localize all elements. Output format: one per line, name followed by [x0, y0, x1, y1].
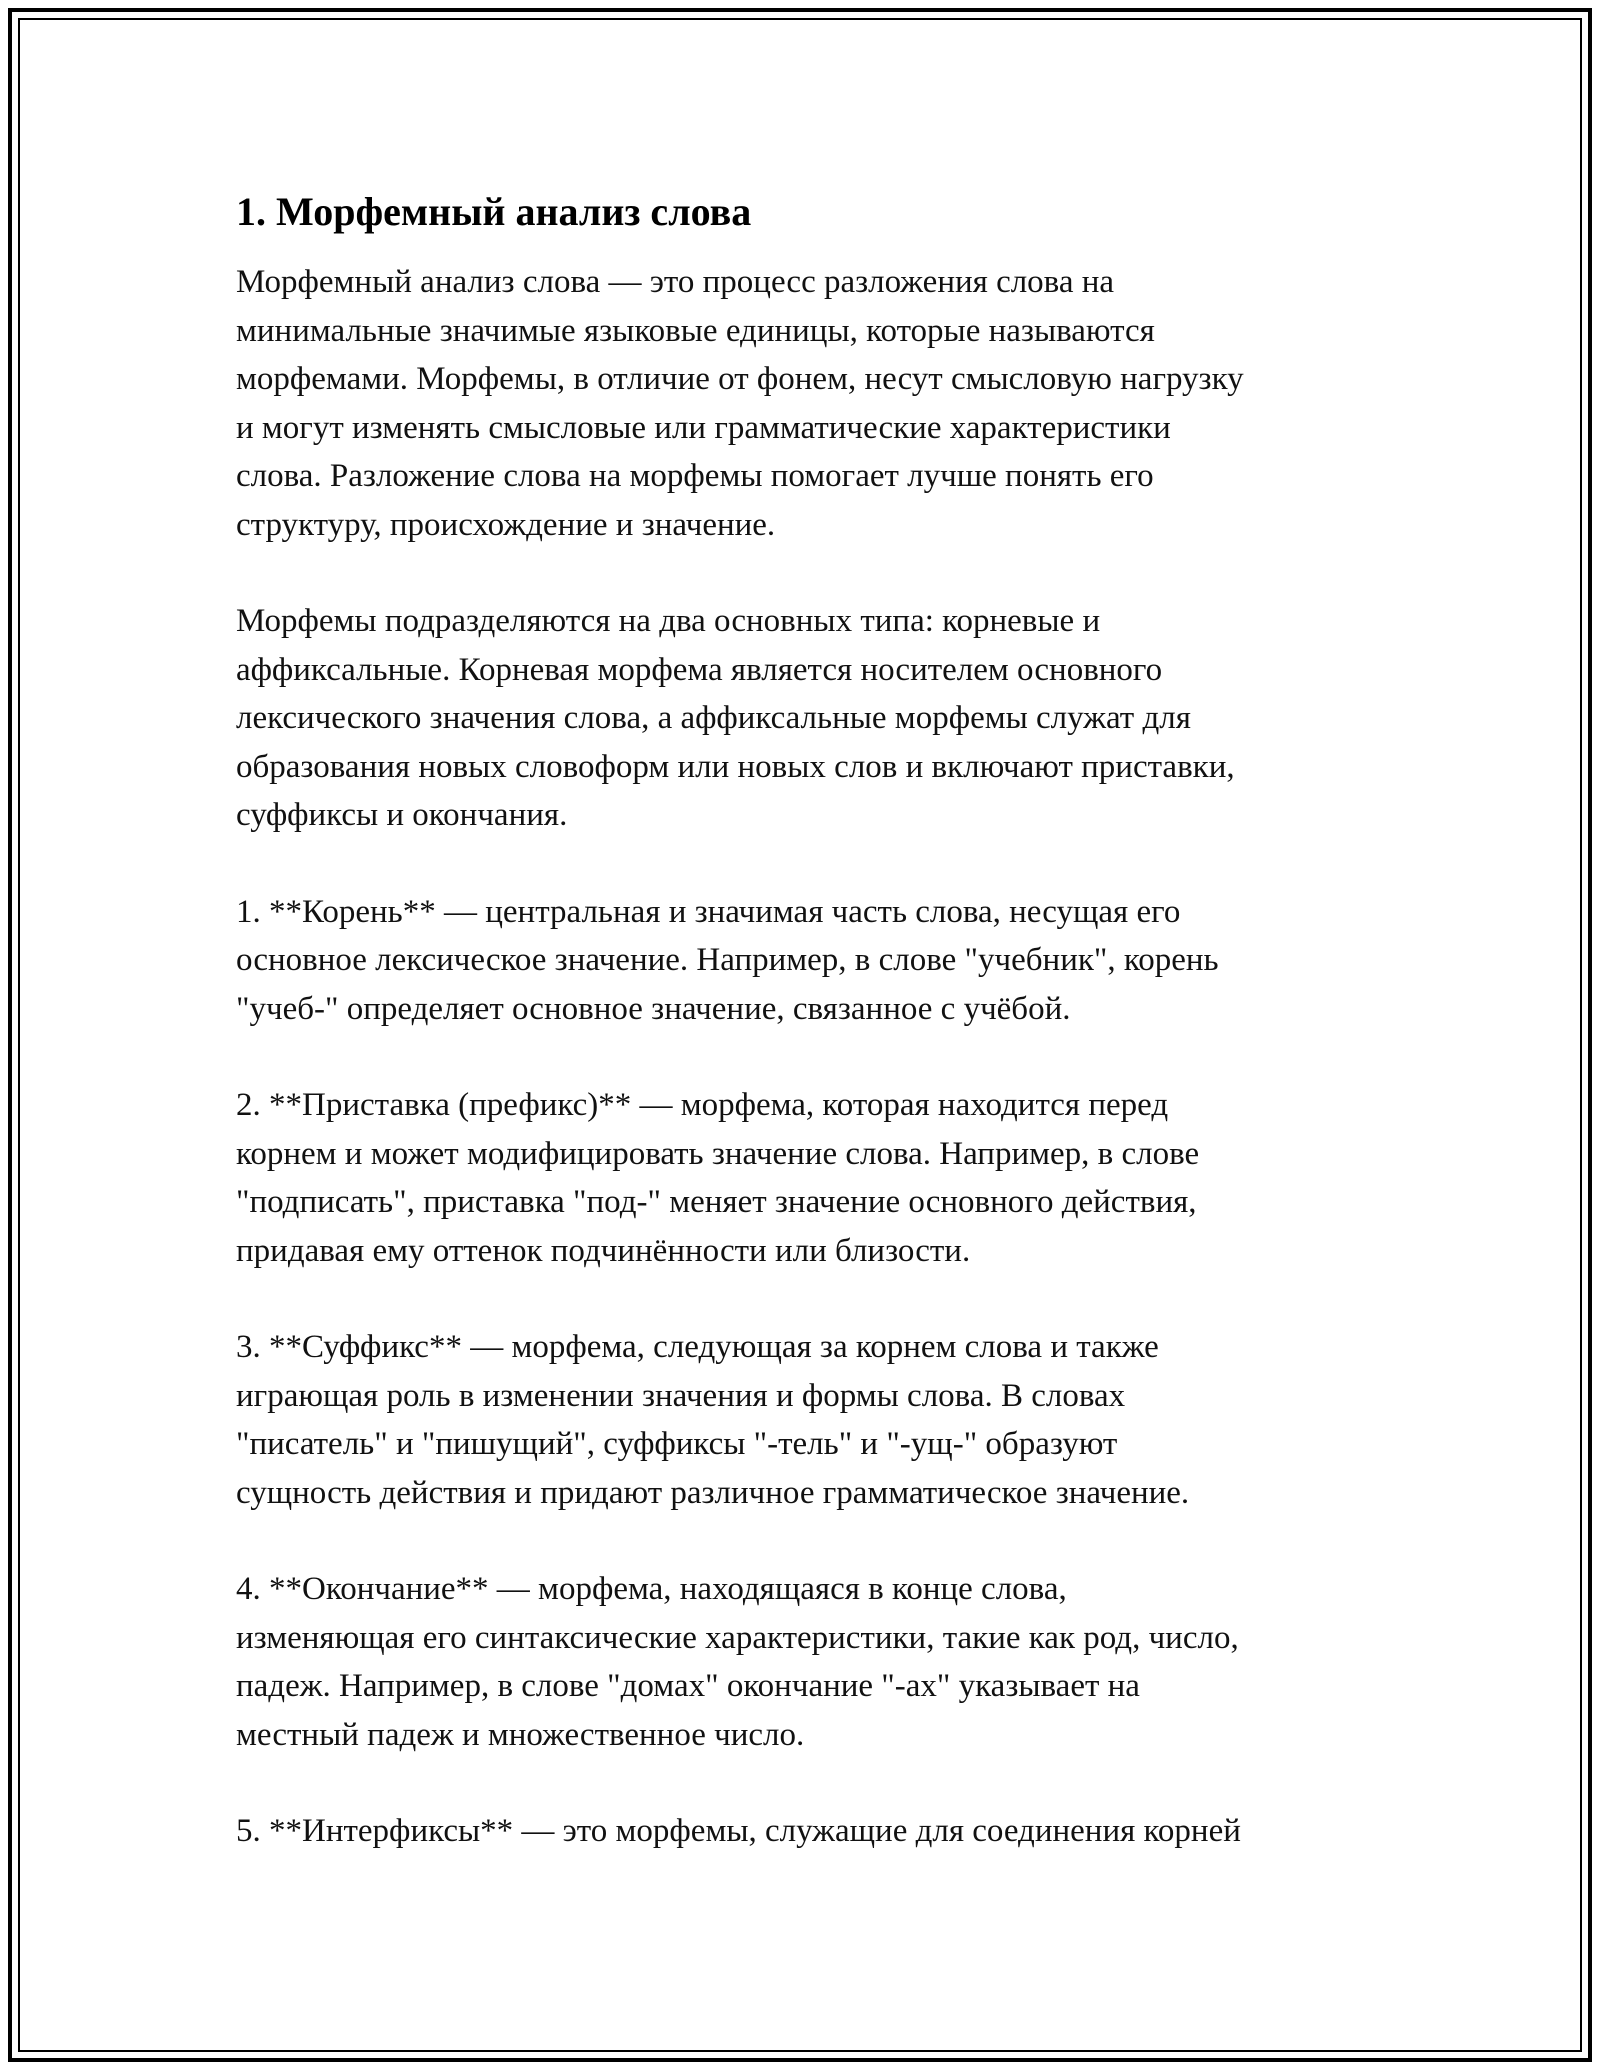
paragraph-morpheme-types: Морфемы подразделяются на два основных типа: корневые и аффиксальные. Корневая морфема является носителем основного лексического значения слова, а аффиксальные морфемы служат для образования новых словоформ или новых слов и включают приставки, суффиксы и окончания.: [236, 603, 1235, 833]
document-page: [236, 186, 1366, 1856]
list-item-ending: 4. **Окончание** — морфема, находящаяся в конце слова, изменяющая его синтаксические характеристики, такие как род, число, падеж. Например, в слове "домах" окончание "-ах" указывает на местный падеж и множественное число.: [236, 1571, 1239, 1753]
list-item-root: 1. **Корень** — центральная и значимая часть слова, несущая его основное лексическое значение. Например, в слове "учебник", корень "учеб-" определяет основное значение, связанное с учёбой.: [236, 893, 1219, 1027]
paragraph-intro: Морфемный анализ слова — это процесс разложения слова на минимальные значимые языковые единицы, которые называются морфемами. Морфемы, в отличие от фонем, несут смысловую нагрузку и могут изменять смысловые или грамматические характеристики слова. Разложение слова на морфемы помогает лучше понять его структуру, происхождение и значение.: [236, 264, 1244, 543]
list-item-suffix: 3. **Суффикс** — морфема, следующая за корнем слова и также играющая роль в изменении значения и формы слова. В словах "писатель" и "пишущий", суффиксы "-тель" и "-ущ-" образуют сущность действия и придают различное грамматическое значение.: [236, 1329, 1190, 1511]
list-item-prefix: 2. **Приставка (префикс)** — морфема, которая находится перед корнем и может модифицировать значение слова. Например, в слове "подписать", приставка "под-" меняет значение основного действия, придавая ему оттенок подчинённости или близости.: [236, 1087, 1200, 1269]
section-heading: 1. Морфемный анализ слова: [236, 189, 752, 234]
list-item-interfix: 5. **Интерфиксы** — это морфемы, служащие для соединения корней: [236, 1813, 1241, 1849]
